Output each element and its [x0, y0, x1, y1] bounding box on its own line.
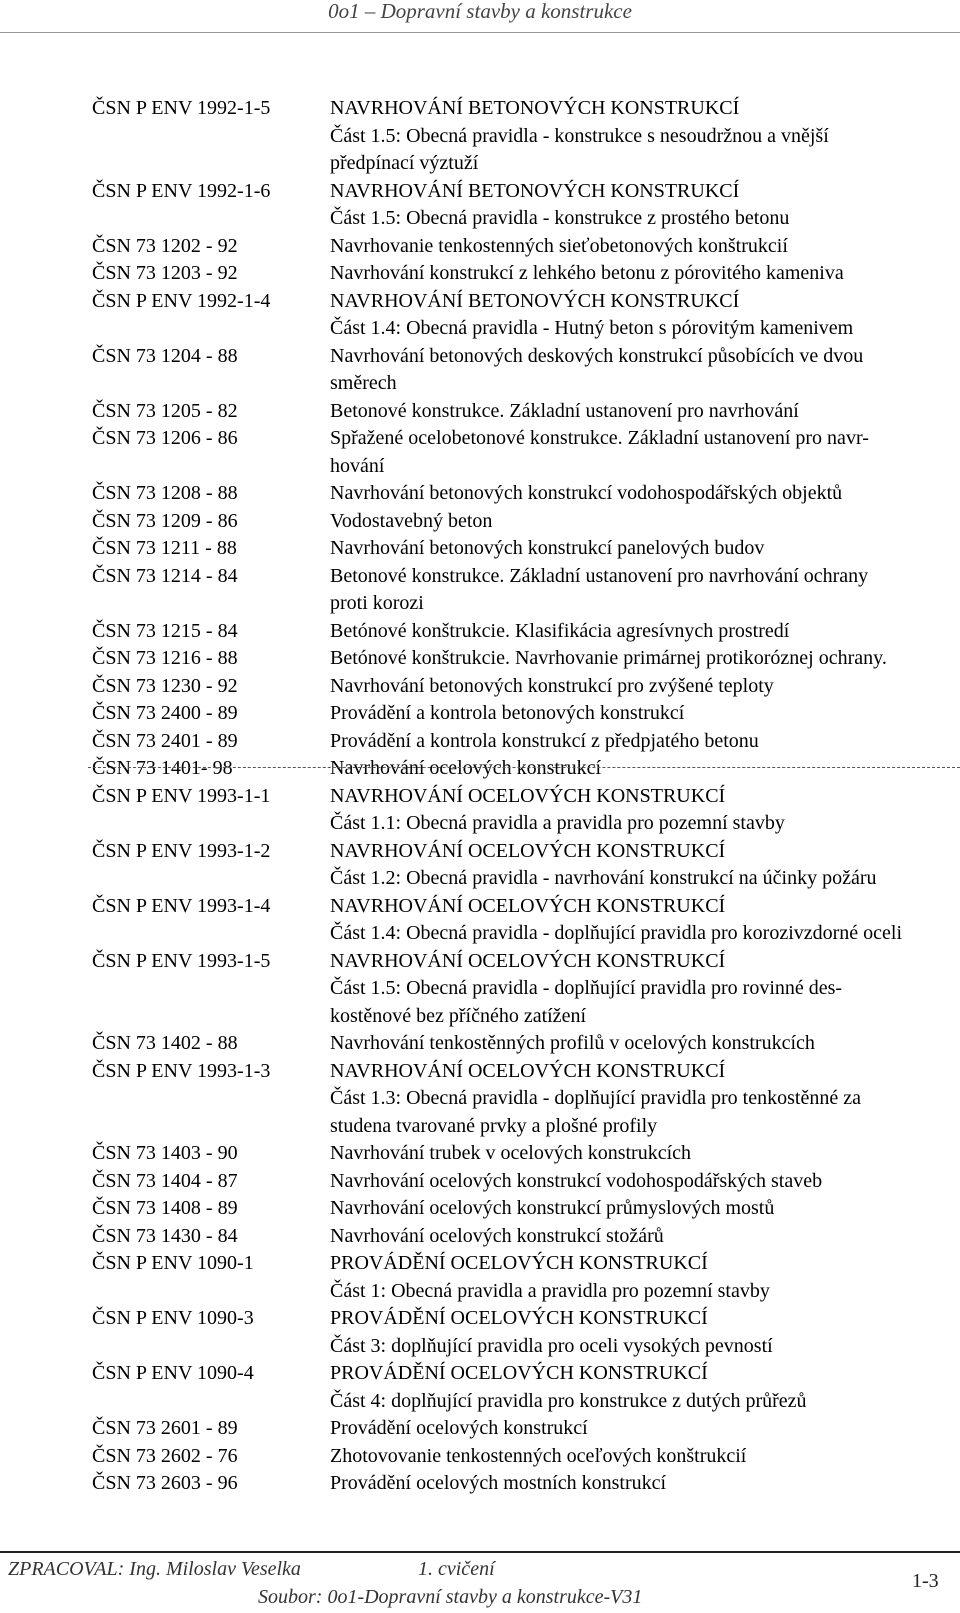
description-line: Část 4: doplňující pravidla pro konstrukce z dutých průřezů — [330, 1389, 807, 1412]
standard-code: ČSN 73 1204 - 88 — [92, 344, 238, 367]
standard-code: ČSN 73 1402 - 88 — [92, 1032, 238, 1054]
standard-code: ČSN 73 1214 - 84 — [92, 564, 238, 587]
standard-description — [330, 728, 960, 756]
standard-row — [92, 1250, 960, 1305]
description-line: NAVRHOVÁNÍ OCELOVÝCH KONSTRUKCÍ — [330, 1059, 726, 1082]
standard-description — [330, 1058, 960, 1141]
description-line: Navrhování betonových konstrukcí panelových budov — [330, 537, 765, 559]
standard-row — [92, 1030, 960, 1058]
standard-description — [330, 1360, 960, 1415]
description-line: předpínací výztuží — [330, 152, 479, 174]
description-line: Navrhování konstrukcí z lehkého betonu z pórovitého kameniva — [330, 262, 844, 284]
section-separator — [88, 767, 960, 768]
description-line: NAVRHOVÁNÍ OCELOVÝCH KONSTRUKCÍ — [330, 839, 726, 862]
description-line: Vodostavebný beton — [330, 509, 493, 532]
description-line: Navrhování ocelových konstrukcí stožárů — [330, 1224, 664, 1247]
standard-code: ČSN 73 1209 - 86 — [92, 509, 238, 532]
standard-description — [330, 178, 960, 233]
standard-row — [92, 1415, 960, 1443]
standard-code: ČSN P ENV 1993-1-1 — [92, 784, 271, 807]
standard-code: ČSN P ENV 1993-1-2 — [92, 839, 271, 862]
standard-code: ČSN 73 1202 - 92 — [92, 234, 238, 257]
description-line: Spřažené ocelobetonové konstrukce. Základní ustanovení pro navr- — [330, 427, 869, 449]
standard-row — [92, 783, 960, 838]
description-line: Betonové konstrukce. Základní ustanovení pro navrhování ochrany — [330, 564, 869, 587]
standard-row — [92, 728, 960, 756]
description-line: Část 1.4: Obecná pravidla - Hutný beton s pórovitým kamenivem — [330, 317, 854, 339]
standard-row — [92, 1470, 960, 1498]
standard-row — [92, 1223, 960, 1251]
standard-description — [330, 700, 960, 728]
description-line: PROVÁDĚNÍ OCELOVÝCH KONSTRUKCÍ — [330, 1307, 708, 1329]
standard-row — [92, 948, 960, 1031]
standard-row — [92, 260, 960, 288]
standard-code: ČSN 73 2401 - 89 — [92, 729, 238, 752]
standard-description — [330, 480, 960, 508]
description-line: Navrhování betonových konstrukcí pro zvýšené teploty — [330, 674, 774, 697]
standard-code: ČSN 73 2400 - 89 — [92, 702, 238, 724]
description-line: Navrhování tenkostěnných profilů v ocelových konstrukcích — [330, 1032, 815, 1054]
description-line: Navrhovanie tenkostenných sieťobetonových konštrukcií — [330, 234, 788, 257]
standard-description — [330, 1305, 960, 1360]
footer-rule — [0, 1551, 960, 1553]
footer-author: ZPRACOVAL: Ing. Miloslav Veselka — [8, 1558, 301, 1580]
standard-description — [330, 425, 960, 480]
standard-row — [92, 1443, 960, 1471]
standard-description — [330, 563, 960, 618]
standard-row — [92, 700, 960, 728]
standard-code: ČSN P ENV 1992-1-4 — [92, 289, 271, 312]
standard-description — [330, 645, 960, 673]
description-line: Provádění a kontrola konstrukcí z předpjatého betonu — [330, 729, 759, 752]
standard-description — [330, 618, 960, 646]
description-line: Provádění ocelových konstrukcí — [330, 1417, 588, 1439]
standard-description — [330, 673, 960, 701]
standard-row — [92, 343, 960, 398]
standard-description — [330, 233, 960, 261]
standard-code: ČSN 73 1403 - 90 — [92, 1142, 238, 1164]
description-line: Navrhování betonových konstrukcí vodohospodářských objektů — [330, 482, 843, 504]
standards-list — [92, 95, 960, 1498]
standard-code: ČSN P ENV 1992-1-5 — [92, 97, 271, 119]
standard-description — [330, 755, 960, 783]
standard-description — [330, 260, 960, 288]
standard-code: ČSN 73 1230 - 92 — [92, 674, 238, 697]
description-line: NAVRHOVÁNÍ BETONOVÝCH KONSTRUKCÍ — [330, 179, 740, 202]
standard-row — [92, 95, 960, 178]
standard-row — [92, 480, 960, 508]
standard-row — [92, 1058, 960, 1141]
standard-row — [92, 893, 960, 948]
standard-description — [330, 1250, 960, 1305]
standard-code: ČSN 73 2601 - 89 — [92, 1417, 238, 1439]
description-line: Zhotovovanie tenkostenných oceľových konštrukcií — [330, 1444, 747, 1467]
description-line: Betónové konštrukcie. Klasifikácia agresívnych prostredí — [330, 619, 790, 642]
standard-description — [330, 1168, 960, 1196]
description-line: Navrhování ocelových konstrukcí průmyslových mostů — [330, 1197, 775, 1219]
standard-description — [330, 398, 960, 426]
description-line: Provádění a kontrola betonových konstrukcí — [330, 702, 685, 724]
standard-code: ČSN 73 2603 - 96 — [92, 1472, 238, 1494]
description-line: Část 1.5: Obecná pravidla - konstrukce s nesoudržnou a vnější — [330, 124, 829, 147]
description-line: hování — [330, 454, 385, 477]
standard-code: ČSN 73 1401- 98 — [92, 757, 233, 779]
standard-description — [330, 1140, 960, 1168]
standard-row — [92, 1195, 960, 1223]
standard-row — [92, 755, 960, 783]
standard-description — [330, 1470, 960, 1498]
standard-row — [92, 535, 960, 563]
description-line: Část 1: Obecná pravidla a pravidla pro pozemní stavby — [330, 1279, 770, 1302]
standard-code: ČSN 73 1408 - 89 — [92, 1197, 238, 1219]
standard-code: ČSN P ENV 1993-1-3 — [92, 1059, 271, 1082]
description-line: PROVÁDĚNÍ OCELOVÝCH KONSTRUKCÍ — [330, 1362, 708, 1384]
standard-row — [92, 398, 960, 426]
standard-description — [330, 508, 960, 536]
standard-description — [330, 1415, 960, 1443]
description-line: PROVÁDĚNÍ OCELOVÝCH KONSTRUKCÍ — [330, 1252, 708, 1274]
description-line: Část 1.4: Obecná pravidla - doplňující pravidla pro korozivzdorné oceli — [330, 922, 903, 944]
standard-row — [92, 178, 960, 233]
standard-description — [330, 1030, 960, 1058]
standard-code: ČSN P ENV 1993-1-5 — [92, 949, 271, 972]
description-line: Betonové konstrukce. Základní ustanovení pro navrhování — [330, 399, 799, 422]
standard-description — [330, 1223, 960, 1251]
standard-code: ČSN P ENV 1992-1-6 — [92, 179, 271, 202]
description-line: Část 1.5: Obecná pravidla - doplňující pravidla pro rovinné des- — [330, 977, 843, 999]
page-header — [0, 0, 960, 33]
description-line: Část 1.3: Obecná pravidla - doplňující pravidla pro tenkostěnné za — [330, 1087, 861, 1109]
standard-code: ČSN P ENV 1090-1 — [92, 1252, 254, 1274]
standard-code: ČSN 73 2602 - 76 — [92, 1444, 238, 1467]
standard-description — [330, 893, 960, 948]
standard-row — [92, 1168, 960, 1196]
standard-row — [92, 508, 960, 536]
description-line: Navrhování trubek v ocelových konstrukcích — [330, 1142, 692, 1164]
standard-description — [330, 288, 960, 343]
standard-description — [330, 948, 960, 1031]
description-line: NAVRHOVÁNÍ OCELOVÝCH KONSTRUKCÍ — [330, 784, 726, 807]
description-line: proti korozi — [330, 592, 424, 614]
standard-row — [92, 288, 960, 343]
standard-row — [92, 233, 960, 261]
standard-row — [92, 1360, 960, 1415]
standard-row — [92, 1140, 960, 1168]
description-line: NAVRHOVÁNÍ BETONOVÝCH KONSTRUKCÍ — [330, 289, 740, 312]
description-line: Navrhování betonových deskových konstrukcí působících ve dvou — [330, 344, 864, 367]
standard-row — [92, 425, 960, 480]
standard-description — [330, 838, 960, 893]
standard-code: ČSN 73 1430 - 84 — [92, 1224, 238, 1247]
standard-description — [330, 343, 960, 398]
description-line: NAVRHOVÁNÍ BETONOVÝCH KONSTRUKCÍ — [330, 97, 740, 119]
description-line: směrech — [330, 372, 397, 394]
standard-code: ČSN 73 1215 - 84 — [92, 619, 238, 642]
description-line: Navrhování ocelových konstrukcí — [330, 757, 602, 779]
standard-row — [92, 838, 960, 893]
footer-file: Soubor: 0o1-Dopravní stavby a konstrukce-V31 — [258, 1586, 643, 1608]
footer-page-number: 1-3 — [912, 1570, 939, 1592]
footer-exercise: 1. cvičení — [418, 1558, 495, 1580]
description-line: studena tvarované prvky a plošné profily — [330, 1114, 658, 1137]
standard-row — [92, 618, 960, 646]
description-line: Část 1.2: Obecná pravidla - navrhování konstrukcí na účinky požáru — [330, 867, 877, 889]
standard-code: ČSN P ENV 1090-4 — [92, 1362, 254, 1384]
header-title: 0o1 – Dopravní stavby a konstrukce — [328, 0, 632, 23]
standard-row — [92, 645, 960, 673]
standard-code: ČSN 73 1211 - 88 — [92, 537, 237, 559]
description-line: Provádění ocelových mostních konstrukcí — [330, 1472, 667, 1494]
description-line: Část 1.1: Obecná pravidla a pravidla pro pozemní stavby — [330, 812, 785, 834]
standard-row — [92, 563, 960, 618]
standard-description — [330, 535, 960, 563]
description-line: Betónové konštrukcie. Navrhovanie primárnej protikoróznej ochrany. — [330, 647, 887, 669]
standard-row — [92, 1305, 960, 1360]
description-line: kostěnové bez příčného zatížení — [330, 1004, 586, 1027]
standard-description — [330, 783, 960, 838]
description-line: Část 1.5: Obecná pravidla - konstrukce z prostého betonu — [330, 207, 790, 229]
standard-code: ČSN 73 1203 - 92 — [92, 262, 238, 284]
standard-description — [330, 1443, 960, 1471]
description-line: Navrhování ocelových konstrukcí vodohospodářských staveb — [330, 1169, 823, 1192]
standard-description — [330, 95, 960, 178]
standard-code: ČSN 73 1404 - 87 — [92, 1169, 238, 1192]
standard-code: ČSN P ENV 1090-3 — [92, 1307, 254, 1329]
standard-description — [330, 1195, 960, 1223]
standard-row — [92, 673, 960, 701]
standard-code: ČSN 73 1208 - 88 — [92, 482, 238, 504]
description-line: NAVRHOVÁNÍ OCELOVÝCH KONSTRUKCÍ — [330, 949, 726, 972]
description-line: NAVRHOVÁNÍ OCELOVÝCH KONSTRUKCÍ — [330, 894, 726, 917]
standard-code: ČSN 73 1205 - 82 — [92, 399, 238, 422]
standard-code: ČSN 73 1216 - 88 — [92, 647, 238, 669]
description-line: Část 3: doplňující pravidla pro oceli vysokých pevností — [330, 1334, 773, 1357]
standard-code: ČSN 73 1206 - 86 — [92, 427, 238, 449]
standard-code: ČSN P ENV 1993-1-4 — [92, 894, 271, 917]
